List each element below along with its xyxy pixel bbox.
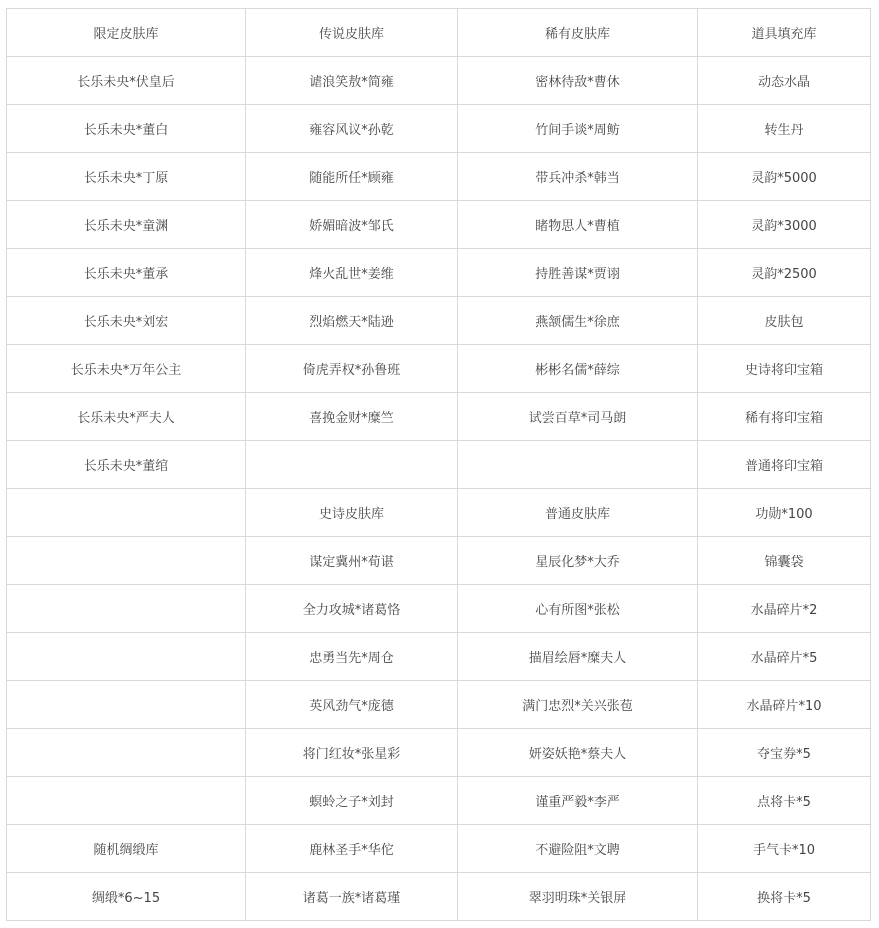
table-cell-item: 普通将印宝箱: [698, 441, 871, 489]
table-cell-item: 灵韵*5000: [698, 153, 871, 201]
table-cell-legendary: 诸葛一族*诸葛瑾: [246, 873, 458, 921]
table-cell-limited: [7, 537, 246, 585]
table-cell-item: 水晶碎片*2: [698, 585, 871, 633]
table-cell-legendary: 娇媚暗波*邹氏: [246, 201, 458, 249]
table-cell-legendary: 忠勇当先*周仓: [246, 633, 458, 681]
table-row: [7, 345, 871, 393]
table-row: [7, 249, 871, 297]
table-cell-rare: [458, 441, 698, 489]
table-cell-limited: 长乐未央*董白: [7, 105, 246, 153]
table-cell-legendary: 英风劲气*庞德: [246, 681, 458, 729]
table-row: [7, 489, 871, 537]
table-row: [7, 393, 871, 441]
table-cell-rare: 谨重严毅*李严: [458, 777, 698, 825]
table-cell-item: 点将卡*5: [698, 777, 871, 825]
table-cell-item: 换将卡*5: [698, 873, 871, 921]
table-cell-item: 转生丹: [698, 105, 871, 153]
table-row: [7, 633, 871, 681]
table-cell-item: 动态水晶: [698, 57, 871, 105]
table-row: [7, 825, 871, 873]
table-cell-legendary: 将门红妆*张星彩: [246, 729, 458, 777]
table-cell-limited: 绸缎*6~15: [7, 873, 246, 921]
table-cell-legendary: 谑浪笑敖*简雍: [246, 57, 458, 105]
table-row: [7, 537, 871, 585]
table-body: [7, 9, 871, 921]
table-cell-legendary: 喜挽金财*糜竺: [246, 393, 458, 441]
table-cell-limited: [7, 633, 246, 681]
table-cell-item: 稀有将印宝箱: [698, 393, 871, 441]
table-cell-legendary: [246, 441, 458, 489]
table-cell-legendary: 烽火乱世*姜维: [246, 249, 458, 297]
table-cell-limited: 长乐未央*丁原: [7, 153, 246, 201]
table-cell-limited: 长乐未央*刘宏: [7, 297, 246, 345]
table-cell-legendary: 随能所任*顾雍: [246, 153, 458, 201]
table-row: [7, 297, 871, 345]
table-row: [7, 873, 871, 921]
table-row: [7, 441, 871, 489]
table-cell-item: 夺宝券*5: [698, 729, 871, 777]
table-cell-item: 道具填充库: [698, 9, 871, 57]
table-cell-item: 史诗将印宝箱: [698, 345, 871, 393]
table-cell-item: 皮肤包: [698, 297, 871, 345]
table-row: [7, 57, 871, 105]
table-cell-limited: 长乐未央*童渊: [7, 201, 246, 249]
table-cell-limited: 长乐未央*严夫人: [7, 393, 246, 441]
skin-pool-table: [6, 8, 871, 921]
table-cell-item: 水晶碎片*5: [698, 633, 871, 681]
table-cell-legendary: 全力攻城*诸葛恪: [246, 585, 458, 633]
table-cell-rare: 睹物思人*曹植: [458, 201, 698, 249]
table-cell-legendary: 螟蛉之子*刘封: [246, 777, 458, 825]
table-cell-limited: [7, 777, 246, 825]
table-row: [7, 681, 871, 729]
table-cell-rare: 试尝百草*司马朗: [458, 393, 698, 441]
table-cell-rare: 竹间手谈*周鲂: [458, 105, 698, 153]
table-row: [7, 153, 871, 201]
table-cell-rare: 彬彬名儒*薛综: [458, 345, 698, 393]
table-cell-rare: 星辰化梦*大乔: [458, 537, 698, 585]
table-cell-item: 手气卡*10: [698, 825, 871, 873]
table-cell-limited: 长乐未央*董绾: [7, 441, 246, 489]
table-cell-legendary: 倚虎弄权*孙鲁班: [246, 345, 458, 393]
table-cell-limited: [7, 585, 246, 633]
table-cell-rare: 不避险阻*文聘: [458, 825, 698, 873]
table-cell-rare: 带兵冲杀*韩当: [458, 153, 698, 201]
table-row: [7, 201, 871, 249]
table-row: [7, 9, 871, 57]
table-cell-rare: 满门忠烈*关兴张苞: [458, 681, 698, 729]
table-row: [7, 105, 871, 153]
table-row: [7, 729, 871, 777]
table-cell-rare: 妍姿妖艳*蔡夫人: [458, 729, 698, 777]
table-cell-rare: 翠羽明珠*关银屏: [458, 873, 698, 921]
table-cell-legendary: 谋定冀州*荀谌: [246, 537, 458, 585]
table-cell-item: 灵韵*3000: [698, 201, 871, 249]
table-cell-legendary: 雍容风议*孙乾: [246, 105, 458, 153]
table-row: [7, 777, 871, 825]
table-cell-legendary: 鹿林圣手*华佗: [246, 825, 458, 873]
table-cell-limited: 长乐未央*万年公主: [7, 345, 246, 393]
table-cell-legendary: 史诗皮肤库: [246, 489, 458, 537]
table-cell-limited: 限定皮肤库: [7, 9, 246, 57]
table-cell-limited: [7, 489, 246, 537]
table-cell-rare: 心有所图*张松: [458, 585, 698, 633]
table-cell-rare: 稀有皮肤库: [458, 9, 698, 57]
table-cell-rare: 燕颔儒生*徐庶: [458, 297, 698, 345]
table-cell-limited: [7, 729, 246, 777]
table-cell-rare: 描眉绘唇*糜夫人: [458, 633, 698, 681]
table-cell-item: 功勋*100: [698, 489, 871, 537]
table-cell-limited: 随机绸缎库: [7, 825, 246, 873]
table-cell-limited: [7, 681, 246, 729]
table-row: [7, 585, 871, 633]
table-cell-item: 灵韵*2500: [698, 249, 871, 297]
table-cell-rare: 密林待敌*曹休: [458, 57, 698, 105]
table-cell-legendary: 烈焰燃天*陆逊: [246, 297, 458, 345]
table-cell-limited: 长乐未央*伏皇后: [7, 57, 246, 105]
table-cell-rare: 普通皮肤库: [458, 489, 698, 537]
table-cell-limited: 长乐未央*董承: [7, 249, 246, 297]
table-cell-legendary: 传说皮肤库: [246, 9, 458, 57]
table-cell-item: 锦囊袋: [698, 537, 871, 585]
table-cell-rare: 持胜善谋*贾诩: [458, 249, 698, 297]
table-cell-item: 水晶碎片*10: [698, 681, 871, 729]
